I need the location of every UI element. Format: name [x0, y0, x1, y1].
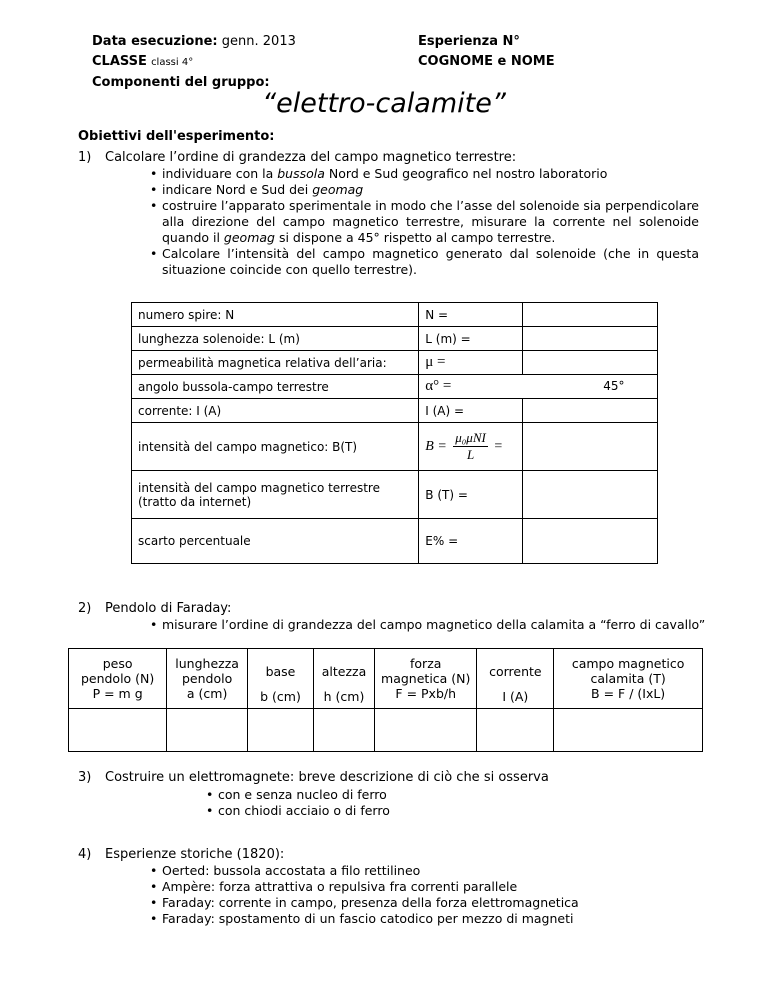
- formula-fraction: [453, 430, 488, 463]
- column-header: peso pendolo (N) P = m g: [69, 649, 167, 709]
- data-cell[interactable]: [375, 709, 477, 752]
- value-cell[interactable]: [523, 423, 658, 471]
- formula-cell: [419, 423, 523, 471]
- data-cell[interactable]: [167, 709, 248, 752]
- row-label: numero spire: N: [132, 303, 419, 327]
- data-cell[interactable]: [554, 709, 703, 752]
- section1-number: 1): [78, 150, 92, 165]
- data-cell[interactable]: [69, 709, 167, 752]
- row-symbol: μ =: [419, 351, 523, 375]
- class-line: [92, 52, 296, 73]
- column-header: forza magnetica (N) F = Pxb/h: [375, 649, 477, 709]
- row-symbol: N =: [419, 303, 523, 327]
- column-header: corrente I (A): [477, 649, 554, 709]
- row-label: intensità del campo magnetico: B(T): [132, 423, 419, 471]
- angle-value: 45°: [603, 379, 625, 393]
- data-cell[interactable]: [313, 709, 374, 752]
- list-item: • Calcolare l’intensità del campo magnetico generato dal solenoide (che in questa situazione coincide con quello terrestre).: [147, 246, 699, 278]
- section4-text: Esperienze storiche (1820):: [105, 847, 285, 862]
- angle-cell: [419, 375, 658, 399]
- table-row: [132, 303, 658, 327]
- row-label: permeabilità magnetica relativa dell’aria:: [132, 351, 419, 375]
- list-item: • con e senza nucleo di ferro: [203, 787, 603, 803]
- list-item: • Oerted: bussola accostata a filo rettilineo: [147, 863, 707, 879]
- section1-text: Calcolare l’ordine di grandezza del campo magnetico terrestre:: [105, 150, 517, 165]
- section3-number: 3): [78, 770, 92, 785]
- list-item: • costruire l’apparato sperimentale in modo che l’asse del solenoide sia perpendicolare alla direzione del campo magnetico terrestre, misurare la corrente nel solenoide quando il geomag si dispone a 45° rispetto al campo terrestre.: [147, 198, 699, 246]
- row-symbol: E% =: [419, 519, 523, 564]
- data-cell[interactable]: [477, 709, 554, 752]
- list-item: • Faraday: corrente in campo, presenza della forza elettromagnetica: [147, 895, 707, 911]
- table-row: [132, 423, 658, 471]
- table-row: [69, 709, 703, 752]
- date-value: genn. 2013: [221, 34, 296, 49]
- list-item: • individuare con la bussola Nord e Sud geografico nel nostro laboratorio: [147, 166, 699, 182]
- row-label: scarto percentuale: [132, 519, 419, 564]
- objectives-heading: Obiettivi dell'esperimento:: [78, 129, 275, 144]
- section4-list: [147, 863, 707, 927]
- value-cell[interactable]: [523, 303, 658, 327]
- section2-number: 2): [78, 601, 92, 616]
- solenoid-table: [131, 302, 658, 564]
- date-label: Data esecuzione:: [92, 34, 218, 49]
- pendulum-table: [68, 648, 703, 752]
- list-item: • Ampère: forza attrattiva o repulsiva fra correnti parallele: [147, 879, 707, 895]
- table-row: [132, 375, 658, 399]
- formula-equals: =: [494, 438, 503, 454]
- table-row: [132, 351, 658, 375]
- table-header-row: [69, 649, 703, 709]
- group-label: Componenti del gruppo:: [92, 75, 270, 90]
- row-label: angolo bussola-campo terrestre: [132, 375, 419, 399]
- table-row: [132, 471, 658, 519]
- list-item: • misurare l’ordine di grandezza del campo magnetico della calamita a “ferro di cavallo”: [147, 617, 727, 633]
- value-cell[interactable]: [523, 519, 658, 564]
- formula-denominator: L: [466, 447, 475, 462]
- row-symbol: α° =: [425, 378, 452, 394]
- column-header: base b (cm): [247, 649, 313, 709]
- list-item: • con chiodi acciaio o di ferro: [203, 803, 603, 819]
- table-row: [132, 519, 658, 564]
- section3-text: Costruire un elettromagnete: breve descrizione di ciò che si osserva: [105, 770, 549, 785]
- section1-list: [147, 166, 699, 278]
- table-row: [132, 399, 658, 423]
- row-label: intensità del campo magnetico terrestre (tratto da internet): [132, 471, 419, 519]
- date-line: [92, 32, 296, 52]
- class-label: CLASSE: [92, 54, 147, 69]
- section2-text: Pendolo di Faraday:: [105, 601, 232, 616]
- value-cell[interactable]: [523, 471, 658, 519]
- list-item: • indicare Nord e Sud dei geomag: [147, 182, 699, 198]
- section2-list: [147, 617, 727, 633]
- row-symbol: I (A) =: [419, 399, 523, 423]
- section3-list: [203, 787, 603, 819]
- page-title: “elettro-calamite”: [262, 88, 506, 119]
- formula-lhs: B =: [425, 438, 447, 454]
- header-right: [418, 32, 555, 72]
- data-cell[interactable]: [247, 709, 313, 752]
- row-label: lunghezza solenoide: L (m): [132, 327, 419, 351]
- column-header: altezza h (cm): [313, 649, 374, 709]
- formula-numerator: μ₀μNI: [455, 430, 486, 445]
- row-symbol: L (m) =: [419, 327, 523, 351]
- column-header: lunghezza pendolo a (cm): [167, 649, 248, 709]
- row-symbol: B (T) =: [419, 471, 523, 519]
- column-header: campo magnetico calamita (T) B = F / (IxL): [554, 649, 703, 709]
- table-row: [132, 327, 658, 351]
- value-cell[interactable]: [523, 327, 658, 351]
- value-cell[interactable]: [523, 399, 658, 423]
- class-value: classi 4°: [151, 57, 194, 68]
- exp-label: Esperienza N°: [418, 34, 520, 49]
- header-left: [92, 32, 296, 93]
- value-cell[interactable]: [523, 351, 658, 375]
- name-label: COGNOME e NOME: [418, 54, 555, 69]
- list-item: • Faraday: spostamento di un fascio catodico per mezzo di magneti: [147, 911, 707, 927]
- section4-number: 4): [78, 847, 92, 862]
- row-label: corrente: I (A): [132, 399, 419, 423]
